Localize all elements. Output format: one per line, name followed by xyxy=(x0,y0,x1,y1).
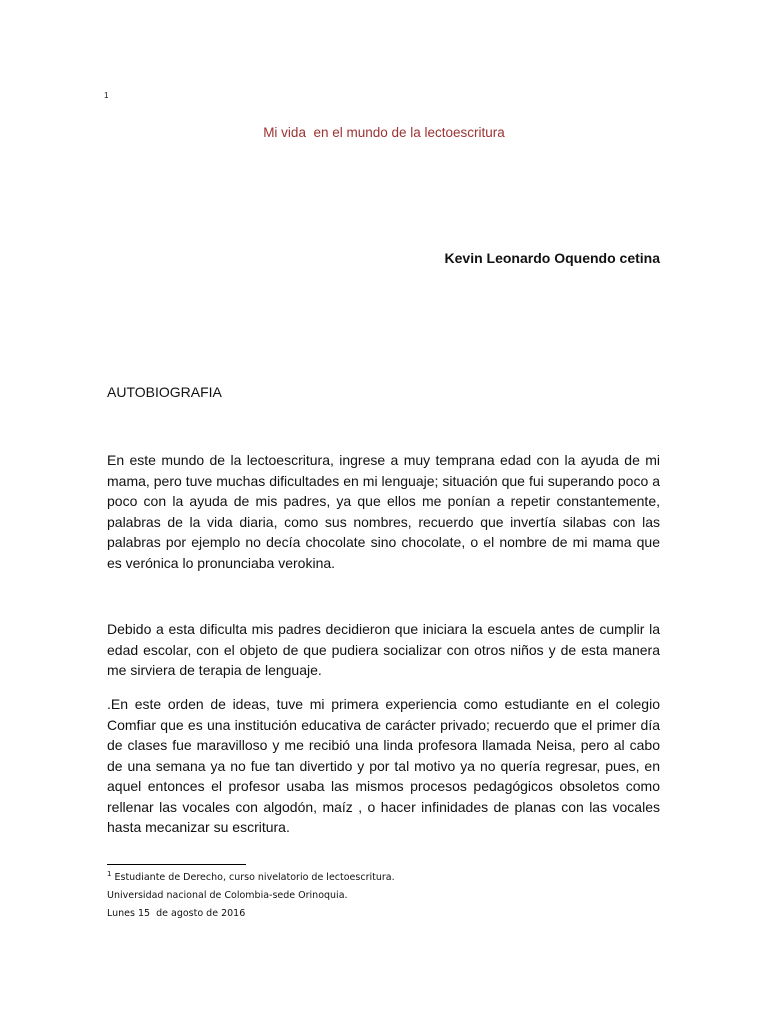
section-heading: AUTOBIOGRAFIA xyxy=(107,384,222,400)
paragraph-2: Debido a esta dificulta mis padres decidieron que iniciara la escuela antes de cumplir la edad escolar, con el objeto de que pudiera socializar con otros niños y de esta manera me sirviera de terapia de lenguaje. xyxy=(107,621,660,678)
author-name: Kevin Leonardo Oquendo cetina xyxy=(444,250,660,266)
footnote-line-3: Lunes 15 de agosto de 2016 xyxy=(107,908,246,919)
footnote-marker: 1 xyxy=(107,869,112,878)
footnote-block xyxy=(107,869,395,923)
footnote-line-2: Universidad nacional de Colombia-sede Orinoquia. xyxy=(107,890,348,901)
footnote-line-1 xyxy=(107,869,395,887)
footnote-reference-marker: 1 xyxy=(104,91,109,100)
paragraph-1: En este mundo de la lectoescritura, ingrese a muy temprana edad con la ayuda de mi mama, pero tuve muchas dificultades en mi lenguaje; situación que fui superando poco a poco con la ayuda de mis padres, ya que ellos me ponían a repetir constantemente, palabras de la vida diaria, como sus nombres, recuerdo que invertía silabas con las palabras por ejemplo no decía chocolate sino chocolate, o el nombre de mi mama que es verónica lo pronunciaba verokina. xyxy=(107,452,660,571)
footnote-text-1: Estudiante de Derecho, curso nivelatorio de lectoescritura. xyxy=(111,872,395,883)
document-title: Mi vida en el mundo de la lectoescritura xyxy=(263,125,505,140)
footnote-separator xyxy=(107,864,246,865)
paragraph-3: .En este orden de ideas, tuve mi primera experiencia como estudiante en el colegio Comfiar que es una institución educativa de carácter privado; recuerdo que el primer día de clases fue maravilloso y me recibió una linda profesora llamada Neisa, pero al cabo de una semana ya no fue tan divertido y por tal motivo ya no quería regresar, pues, en aquel entonces el profesor usaba las mismos procesos pedagógicos obsoletos como rellenar las vocales con algodón, maíz , o hacer infinidades de planas con las vocales hasta mecanizar su escritura. xyxy=(107,696,660,835)
